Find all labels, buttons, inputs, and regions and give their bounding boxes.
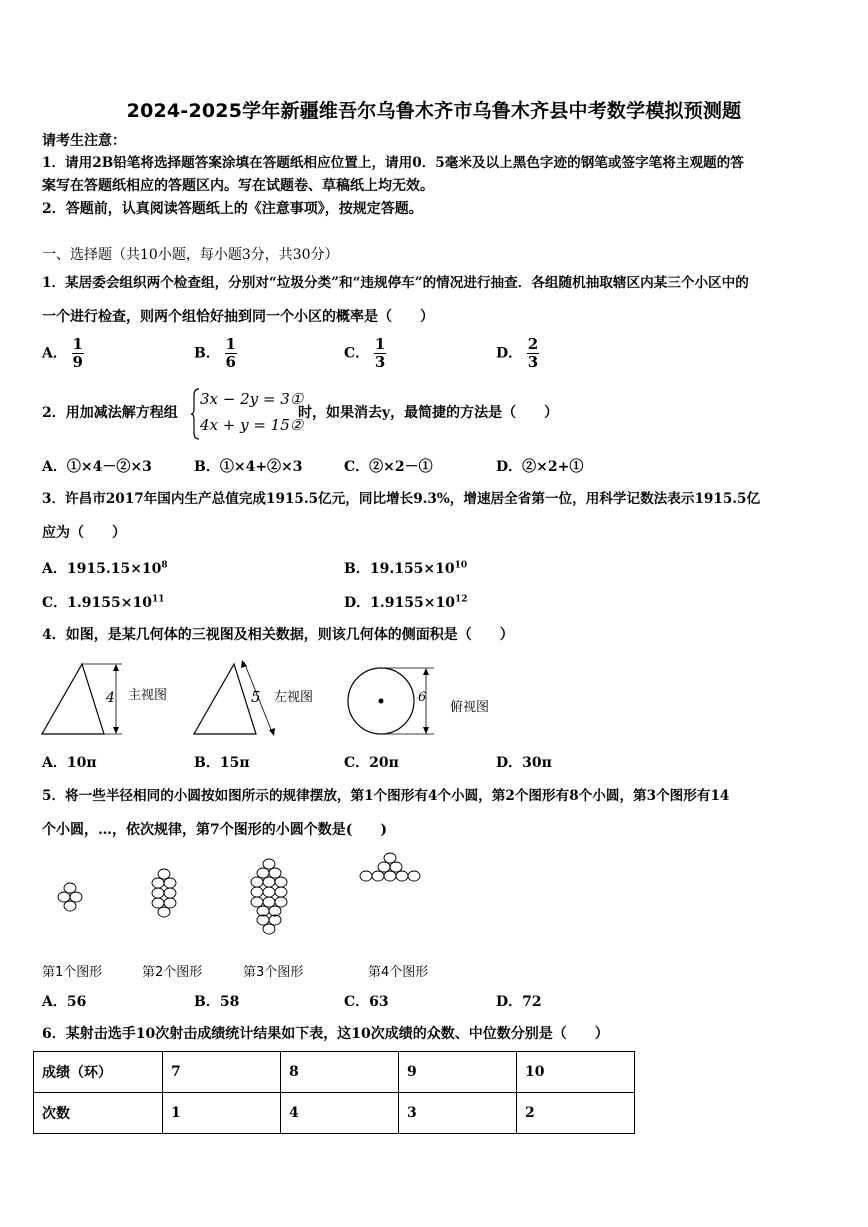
q4-stem: 4．如图，是某几何体的三视图及相关数据，则该几何体的侧面积是（ ） <box>42 627 514 643</box>
small-circle <box>269 868 281 878</box>
q1-line1: 1．某居委会组织两个检查组，分别对“垃圾分类”和“违规停车”的情况进行抽查．各组随机抽取辖区内某三个小区中的 <box>42 275 749 291</box>
fraction: $\frac{1}{6}$ <box>225 335 236 371</box>
q5-option-c[interactable]: C．63 <box>344 994 389 1010</box>
notice-heading: 请考生注意： <box>42 133 126 149</box>
option-label: B． <box>194 345 220 362</box>
small-circle <box>257 868 269 878</box>
score-table <box>33 1051 635 1134</box>
q5-line1: 5．将一些半径相同的小圆按如图所示的规律摆放，第1个图形有4个小圆，第2个图形有8个小圆，第3个图形有14 <box>42 788 730 804</box>
small-circle <box>164 888 176 898</box>
small-circle <box>378 862 390 872</box>
small-circle <box>263 924 275 934</box>
small-circle <box>275 897 287 907</box>
small-circle <box>158 869 170 879</box>
circle-pattern-figure <box>40 848 460 950</box>
small-circle <box>390 862 402 872</box>
figure-caption-1: 第1个图形 <box>42 965 103 980</box>
table-cell: 7 <box>163 1052 281 1093</box>
small-circle <box>251 897 263 907</box>
brace-icon <box>190 388 200 440</box>
q2-option-c[interactable]: C．②×2－① <box>344 459 433 475</box>
q2-suffix: 时，如果消去y，最简捷的方法是（ ） <box>298 405 559 421</box>
q2-option-b[interactable]: B．①×4+②×3 <box>194 459 303 475</box>
option-label: D． <box>496 345 523 362</box>
small-circle <box>263 897 275 907</box>
q6-stem: 6．某射击选手10次射击成绩统计结果如下表，这10次成绩的众数、中位数分别是（ ） <box>42 1026 609 1042</box>
small-circle <box>275 877 287 887</box>
small-circle <box>164 878 176 888</box>
q4-option-b[interactable]: B．15π <box>194 755 250 771</box>
q1-option-a[interactable] <box>42 336 84 371</box>
q3-option-b[interactable]: B．$19.155\times 10^{10}$ <box>344 560 468 577</box>
fraction: $\frac{1}{3}$ <box>374 335 386 371</box>
side-view-icon <box>194 660 275 736</box>
front-view-label: 主视图 <box>128 688 168 703</box>
small-circle <box>152 878 164 888</box>
notice-line2: 2．答题前，认真阅读答题纸上的《注意事项》，按规定答题。 <box>42 201 423 217</box>
table-cell: 9 <box>399 1052 517 1093</box>
q1-line2: 一个进行检查，则两个组恰好抽到同一个小区的概率是（ ） <box>42 309 434 325</box>
q4-option-a[interactable]: A．10π <box>42 755 97 771</box>
option-label: C． <box>344 345 370 362</box>
small-circle <box>251 887 263 897</box>
q1-option-d[interactable] <box>496 336 539 371</box>
q2-prefix: 2．用加减法解方程组 <box>42 405 178 421</box>
figure-caption-2: 第2个图形 <box>142 965 203 980</box>
q2-option-a[interactable]: A．①×4－②×3 <box>42 459 152 475</box>
small-circle <box>158 907 170 917</box>
small-circle <box>257 915 269 925</box>
equation-2: 4x + y = 15② <box>200 416 304 434</box>
q3-option-d[interactable]: D．$1.9155\times 10^{12}$ <box>344 594 468 611</box>
small-circle <box>152 888 164 898</box>
small-circle <box>58 892 70 902</box>
table-cell: 次数 <box>34 1093 163 1134</box>
table-cell: 10 <box>517 1052 635 1093</box>
q5-option-a[interactable]: A．56 <box>42 994 87 1010</box>
small-circle <box>269 915 281 925</box>
q5-line2: 个小圆，…，依次规律，第7个图形的小圆个数是( ) <box>42 822 387 838</box>
small-circle <box>152 898 164 908</box>
small-circle <box>263 859 275 869</box>
small-circle <box>64 883 76 893</box>
q3-option-a[interactable]: A．$1915.15\times 10^8$ <box>42 560 168 577</box>
table-cell: 8 <box>281 1052 399 1093</box>
small-circle <box>408 871 420 881</box>
front-dim-label: 4 <box>106 690 115 706</box>
q1-option-b[interactable] <box>194 336 237 371</box>
small-circle <box>251 877 263 887</box>
table-cell: 3 <box>399 1093 517 1134</box>
table-row <box>34 1052 635 1093</box>
fraction: $\frac{2}{3}$ <box>527 335 539 371</box>
q5-option-b[interactable]: B．58 <box>194 994 240 1010</box>
q3-line1: 3．许昌市2017年国内生产总值完成1915.5亿元，同比增长9.3%，增速居全省第一位，用科学记数法表示1915.5亿 <box>42 491 761 507</box>
section-heading: 一、选择题（共10小题，每小题3分，共30分） <box>42 247 339 263</box>
q3-line2: 应为（ ） <box>42 525 126 541</box>
q4-option-c[interactable]: C．20π <box>344 755 399 771</box>
q2-option-d[interactable]: D．②×2+① <box>496 459 584 475</box>
side-dim-label: 5 <box>251 688 261 706</box>
table-cell: 1 <box>163 1093 281 1134</box>
table-cell: 4 <box>281 1093 399 1134</box>
side-view-label: 左视图 <box>274 690 314 705</box>
small-circle <box>164 898 176 908</box>
small-circle <box>384 871 396 881</box>
fraction: $\frac{1}{9}$ <box>72 335 83 371</box>
notice-line1a: 1．请用2B铅笔将选择题答案涂填在答题纸相应位置上，请用0．5毫米及以上黑色字迹的钢笔或签字笔将主观题的答 <box>42 155 744 171</box>
q3-option-c[interactable]: C．$1.9155\times 10^{11}$ <box>42 594 165 611</box>
table-row <box>34 1093 635 1134</box>
table-cell: 成绩（环） <box>34 1052 163 1093</box>
top-view-label: 俯视图 <box>450 700 490 715</box>
small-circle <box>360 871 372 881</box>
q5-option-d[interactable]: D．72 <box>496 994 542 1010</box>
small-circle <box>263 887 275 897</box>
small-circle <box>372 871 384 881</box>
figure-caption-3: 第3个图形 <box>243 965 304 980</box>
small-circle <box>257 906 269 916</box>
small-circle <box>269 906 281 916</box>
notice-line1b: 案写在答题纸相应的答题区内。写在试题卷、草稿纸上均无效。 <box>42 178 434 194</box>
equation-system <box>190 388 304 440</box>
page-title: 2024-2025学年新疆维吾尔乌鲁木齐市乌鲁木齐县中考数学模拟预测题 <box>126 100 742 122</box>
small-circle <box>384 853 396 863</box>
table-cell: 2 <box>517 1093 635 1134</box>
equation-1: 3x − 2y = 3① <box>200 390 304 408</box>
small-circle <box>70 892 82 902</box>
small-circle <box>64 901 76 911</box>
top-dim-label: 6 <box>418 690 427 705</box>
small-circle <box>275 887 287 897</box>
figure-caption-4: 第4个图形 <box>368 965 429 980</box>
small-circle <box>263 877 275 887</box>
small-circle <box>396 871 408 881</box>
q4-option-d[interactable]: D．30π <box>496 755 552 771</box>
option-label: A． <box>42 345 67 362</box>
q1-option-c[interactable] <box>344 336 386 371</box>
